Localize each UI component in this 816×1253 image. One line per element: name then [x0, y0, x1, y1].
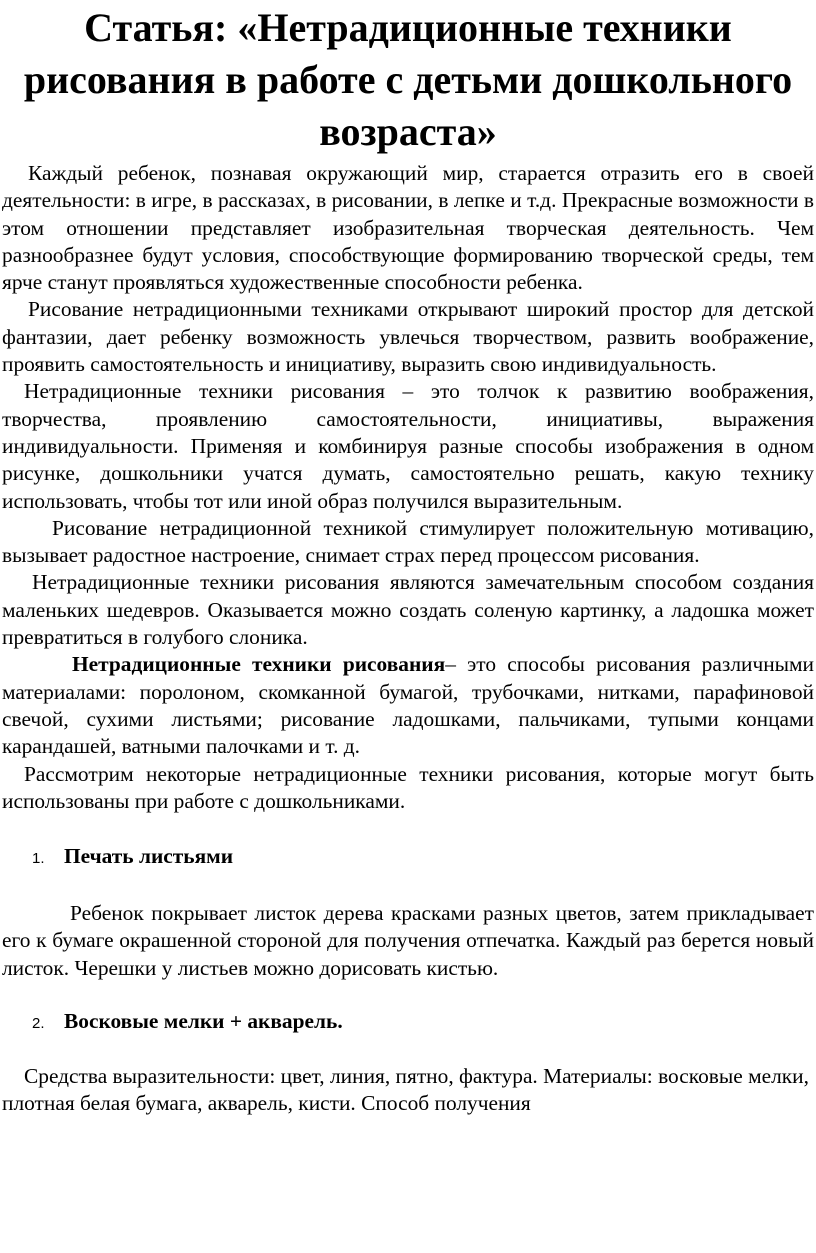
section-title-2: Восковые мелки + акварель. [64, 1009, 343, 1034]
definition-text: – это способы рисования различными материалами: поролоном, скомканной бумагой, трубочками, нитками, парафиновой свечой, сухими листьями; рисование ладошками, пальчиками, тупыми концами карандашей, ватными палочками и т. д. [2, 652, 815, 759]
paragraph-2: Рисование нетрадиционными техниками открывают широкий простор для детской фантазии, дает ребенку возможность увлечься творчеством, развить воображение, проявить самостоятельность и инициативу, выразить свою индивидуальность. [2, 297, 814, 377]
section-number-2: 2. [32, 1015, 45, 1033]
paragraph-4: Рисование нетрадиционной техникой стимулирует положительную мотивацию, вызывает радостное настроение, снимает страх перед процессом рисования. [2, 515, 814, 568]
section-heading-1 [2, 843, 814, 872]
section-text-1: Ребенок покрывает листок дерева красками разных цветов, затем прикладывает его к бумаге окрашенной стороной для получения отпечатка. Каждый раз берется новый листок. Черешки у листьев можно дорисовать кистью. [2, 901, 814, 980]
section-heading-2 [2, 1008, 814, 1037]
section-number-1: 1. [32, 850, 45, 868]
intro-paragraph: Рассмотрим некоторые нетрадиционные техники рисования, которые могут быть использованы при работе с дошкольниками. [2, 761, 814, 813]
article-title: Статья: «Нетрадиционные техники рисования в работе с детьми дошкольного возраста» [23, 5, 793, 154]
definition-paragraph [2, 651, 814, 760]
paragraph-5: Нетрадиционные техники рисования являются замечательным способом создания маленьких шедевров. Оказывается можно создать соленую картинку, а ладошка может превратиться в голубого слоника. [2, 570, 814, 650]
section-title-1: Печать листьями [64, 844, 234, 869]
paragraph-3: Нетрадиционные техники рисования – это толчок к развитию воображения, творчества, проявлению самостоятельности, инициативы, выражения индивидуальности. Применяя и комбинируя разные способы изображения в одном рисунке, дошкольники учатся думать, самостоятельно решать, какую технику использовать, чтобы тот или иной образ получился выразительным. [2, 379, 814, 513]
paragraph-1: Каждый ребенок, познавая окружающий мир, старается отразить его в своей деятельности: в игре, в рассказах, в рисовании, в лепке и т.д. Прекрасные возможности в этом отношении представляет изобразительная творческая деятельность. Чем разнообразнее будут условия, способствующие формированию творческой среды, тем ярче станут проявляться художественные способности ребенка. [2, 161, 814, 295]
definition-term: Нетрадиционные техники рисования [72, 652, 446, 677]
section-text-2: Средства выразительности: цвет, линия, пятно, фактура. Материалы: восковые мелки, плотная белая бумага, акварель, кисти. Способ получения [2, 1064, 809, 1116]
